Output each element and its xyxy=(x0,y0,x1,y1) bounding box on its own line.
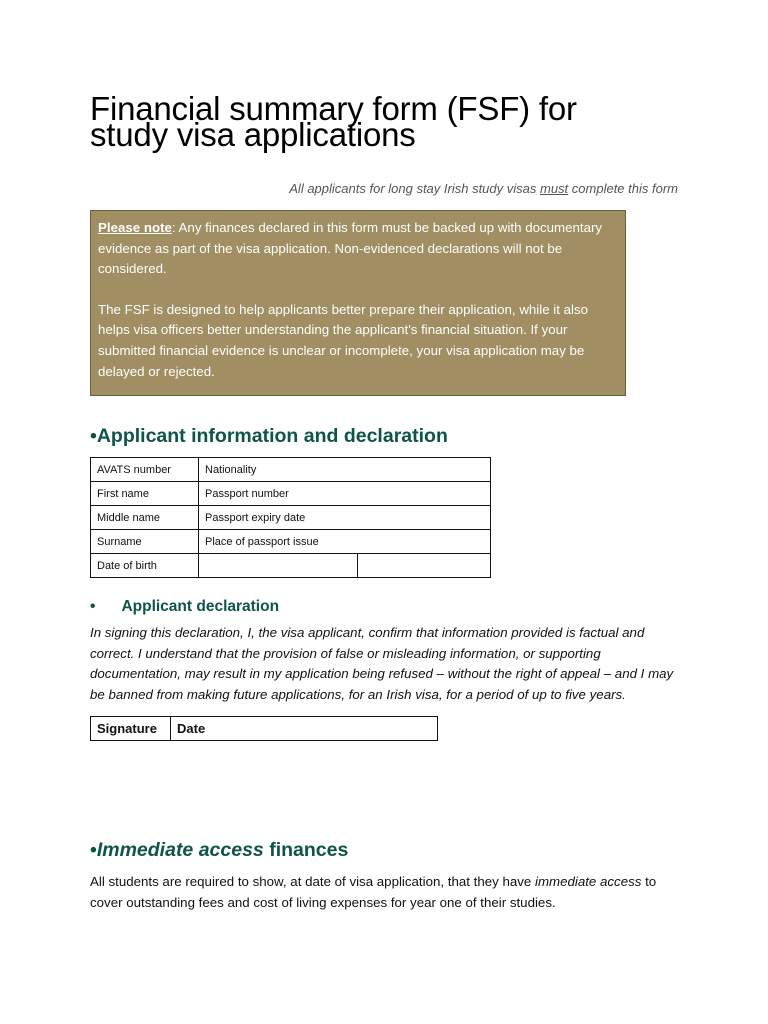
applicant-info-table xyxy=(90,457,491,578)
note-label: Please note xyxy=(98,220,172,235)
table-cell-label[interactable]: Place of passport issue xyxy=(199,530,491,554)
finances-text-emph: immediate access xyxy=(534,874,642,889)
finances-text-pre: All students are required to show, at date of visa application, that they have xyxy=(90,874,535,889)
subheading-declaration-text: Applicant declaration xyxy=(121,598,280,615)
signature-table xyxy=(90,716,438,741)
date-field[interactable]: Date xyxy=(171,717,438,741)
note-paragraph-1 xyxy=(98,218,618,280)
table-cell-label[interactable]: Nationality xyxy=(199,458,491,482)
bullet: • xyxy=(90,598,96,615)
date-of-birth-field[interactable] xyxy=(199,554,358,578)
finances-text-post: to cover outstanding fees and cost of living expenses for year one of their studies. xyxy=(90,874,657,910)
section-heading-applicant-text: Applicant information and declaration xyxy=(96,425,448,447)
page-title-line-2: study visa applications xyxy=(90,116,416,153)
bullet: • xyxy=(90,839,97,861)
table-row xyxy=(91,482,491,506)
section-heading-finances-emph: Immediate access xyxy=(96,839,264,861)
note-box xyxy=(90,210,626,396)
declaration-text: In signing this declaration, I, the visa applicant, confirm that information provided is factual and correct. I understand that the provision of false or misleading information, or supporting documentation, may result in my application being refused – without the right of appeal – and I may be banned from making future applications, for an Irish visa, for a period of up to five years. xyxy=(90,625,674,703)
table-cell-label[interactable]: Passport number xyxy=(199,482,491,506)
table-row xyxy=(91,717,438,741)
table-cell-label[interactable]: AVATS number xyxy=(91,458,199,482)
page-title-line-1: Financial summary form (FSF) for xyxy=(90,90,577,127)
note-text-1: : Any finances declared in this form must be backed up with documentary evidence as part of the visa application. Non-evidenced declarations will not be considered. xyxy=(98,220,603,277)
table-row xyxy=(91,458,491,482)
table-cell-label[interactable]: Passport expiry date xyxy=(199,506,491,530)
signature-field[interactable]: Signature xyxy=(91,717,171,741)
note-paragraph-2: The FSF is designed to help applicants better prepare their application, while it also helps visa officers better understanding the applicant's financial situation. If your submitted financial evidence is unclear or incomplete, your visa application may be delayed or rejected. xyxy=(98,301,589,379)
subtitle-must: must xyxy=(540,181,569,196)
subtitle-pre: All applicants for long stay Irish study visas xyxy=(289,181,540,196)
subtitle xyxy=(289,181,678,196)
table-row xyxy=(91,506,491,530)
date-of-birth-field-extra[interactable] xyxy=(358,554,491,578)
table-row xyxy=(91,530,491,554)
subheading-declaration xyxy=(90,598,279,616)
table-cell-label[interactable]: Date of birth xyxy=(91,554,199,578)
section-heading-finances-rest: finances xyxy=(263,839,349,861)
table-cell-label[interactable]: Middle name xyxy=(91,506,199,530)
section-heading-finances xyxy=(90,839,348,862)
bullet: • xyxy=(90,425,97,447)
section-heading-applicant xyxy=(90,425,448,448)
finances-text xyxy=(90,872,680,913)
table-row xyxy=(91,554,491,578)
table-cell-label[interactable]: First name xyxy=(91,482,199,506)
subtitle-post: complete this form xyxy=(568,181,678,196)
table-cell-label[interactable]: Surname xyxy=(91,530,199,554)
page-title xyxy=(90,90,710,153)
